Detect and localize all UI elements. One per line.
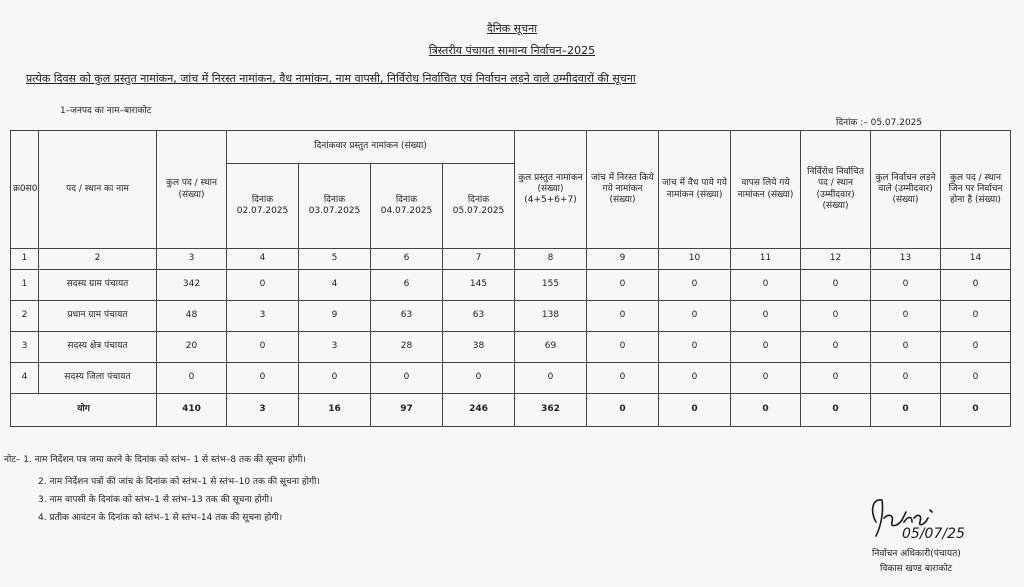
cell-contesting: 0 (871, 363, 941, 394)
col-header-day-3: दिनांक 04.07.2025 (371, 164, 443, 249)
col-number: 1 (11, 249, 39, 270)
cell-unopposed: 0 (801, 394, 871, 427)
cell-unopposed: 0 (801, 363, 871, 394)
document-subtitle: त्रिस्तरीय पंचायत सामान्य निर्वाचन–2025 (428, 44, 596, 57)
cell-posts-contest: 0 (941, 332, 1011, 363)
cell-total-posts: 0 (157, 363, 227, 394)
table-row (11, 332, 1011, 363)
col-header-contesting: कुल निर्वाचन लड़ने वाले (उम्मीदवार) (संख्या) (871, 131, 941, 249)
table-row (11, 270, 1011, 301)
cell-total-nominations: 155 (515, 270, 587, 301)
cell-total-nominations: 0 (515, 363, 587, 394)
cell-valid: 0 (659, 394, 731, 427)
handwritten-signature (862, 492, 982, 544)
cell-withdrawn: 0 (731, 301, 801, 332)
cell-contesting: 0 (871, 301, 941, 332)
cell-valid: 0 (659, 363, 731, 394)
report-date: दिनांक :– 05.07.2025 (836, 118, 923, 128)
cell-day-1: 0 (227, 270, 299, 301)
col-number: 2 (39, 249, 157, 270)
col-header-sno: क्र0स0 (11, 131, 39, 249)
cell-withdrawn: 0 (731, 394, 801, 427)
nomination-table (10, 130, 1011, 427)
cell-day-4: 0 (443, 363, 515, 394)
cell-day-4: 145 (443, 270, 515, 301)
cell-valid: 0 (659, 270, 731, 301)
signatory-designation: निर्वाचन अधिकारी(पंचायत) (872, 549, 961, 559)
cell-unopposed: 0 (801, 332, 871, 363)
cell-posts-contest: 0 (941, 270, 1011, 301)
col-number: 6 (371, 249, 443, 270)
cell-withdrawn: 0 (731, 332, 801, 363)
cell-posts-contest: 0 (941, 301, 1011, 332)
cell-rejected: 0 (587, 332, 659, 363)
cell-post: प्रधान ग्राम पंचायत (39, 301, 157, 332)
cell-day-3: 63 (371, 301, 443, 332)
cell-withdrawn: 0 (731, 270, 801, 301)
cell-day-1: 3 (227, 394, 299, 427)
col-header-daywise: दिनांकवार प्रस्तुत नामांकन (संख्या) (227, 131, 515, 164)
cell-sno: 4 (11, 363, 39, 394)
cell-rejected: 0 (587, 301, 659, 332)
document-title: दैनिक सूचना (486, 22, 538, 35)
col-number: 10 (659, 249, 731, 270)
note-item: 3. नाम वापसी के दिनांक को स्तंभ–1 से स्तंभ–13 तक की सूचना होगी। (38, 495, 273, 505)
cell-post: सदस्य ग्राम पंचायत (39, 270, 157, 301)
cell-day-4: 63 (443, 301, 515, 332)
total-row (11, 394, 1011, 427)
cell-rejected: 0 (587, 270, 659, 301)
cell-day-2: 4 (299, 270, 371, 301)
col-number: 13 (871, 249, 941, 270)
svg-text:05/07/25: 05/07/25 (902, 526, 965, 542)
column-number-row (11, 249, 1011, 270)
cell-day-2: 16 (299, 394, 371, 427)
cell-unopposed: 0 (801, 301, 871, 332)
col-header-day-4: दिनांक 05.07.2025 (443, 164, 515, 249)
cell-contesting: 0 (871, 332, 941, 363)
cell-day-4: 246 (443, 394, 515, 427)
col-header-total-posts: कुल पद / स्थान (संख्या) (157, 131, 227, 249)
col-number: 9 (587, 249, 659, 270)
note-item: नोट– 1. नाम निर्देशन पत्र जमा करने के दिनांक को स्तंभ– 1 से स्तंभ–8 तक की सूचना होगी। (4, 455, 306, 465)
cell-sno: 1 (11, 270, 39, 301)
col-header-rejected: जांच में निरस्त किये गये नामांकन (संख्या) (587, 131, 659, 249)
cell-day-3: 0 (371, 363, 443, 394)
cell-day-2: 9 (299, 301, 371, 332)
col-number: 14 (941, 249, 1011, 270)
col-number: 3 (157, 249, 227, 270)
block-name: 1–जनपद का नाम–बाराकोट (60, 106, 152, 116)
col-header-unopposed: निर्विरोध निर्वाचित पद / स्थान (उम्मीदवार) (संख्या) (801, 131, 871, 249)
col-header-day-2: दिनांक 03.07.2025 (299, 164, 371, 249)
col-header-day-1: दिनांक 02.07.2025 (227, 164, 299, 249)
cell-total-posts: 48 (157, 301, 227, 332)
cell-posts-contest: 0 (941, 394, 1011, 427)
cell-contesting: 0 (871, 270, 941, 301)
note-item: 2. नाम निर्देशन पत्रों की जांच के दिनांक को स्तंभ–1 से स्तंभ–10 तक की सूचना होगी। (38, 477, 320, 487)
cell-sno: 3 (11, 332, 39, 363)
cell-withdrawn: 0 (731, 363, 801, 394)
cell-rejected: 0 (587, 394, 659, 427)
cell-total-nominations: 138 (515, 301, 587, 332)
table-row (11, 301, 1011, 332)
cell-valid: 0 (659, 301, 731, 332)
col-number: 4 (227, 249, 299, 270)
table-row (11, 363, 1011, 394)
cell-total-posts: 20 (157, 332, 227, 363)
total-label: योग (11, 394, 157, 427)
cell-day-1: 0 (227, 363, 299, 394)
cell-total-nominations: 69 (515, 332, 587, 363)
cell-day-1: 3 (227, 301, 299, 332)
cell-total-nominations: 362 (515, 394, 587, 427)
col-number: 11 (731, 249, 801, 270)
col-header-post: पद / स्थान का नाम (39, 131, 157, 249)
cell-day-3: 6 (371, 270, 443, 301)
col-header-posts-contest: कुल पद / स्थान जिन पर निर्वाचन होना है (संख्या) (941, 131, 1011, 249)
cell-rejected: 0 (587, 363, 659, 394)
document-description: प्रत्येक दिवस को कुल प्रस्तुत नामांकन, जांच में निरस्त नामांकन, वैध नामांकन, नाम वापसी, निर्विरोध निर्वाचित एवं निर्वाचन लड़ने वाले उम्मीदवारों की सूचना (26, 72, 636, 85)
cell-total-posts: 342 (157, 270, 227, 301)
cell-day-3: 97 (371, 394, 443, 427)
cell-day-2: 3 (299, 332, 371, 363)
cell-day-1: 0 (227, 332, 299, 363)
cell-sno: 2 (11, 301, 39, 332)
col-header-total-nominations: कुल प्रस्तुत नामांकन (संख्या) (4+5+6+7) (515, 131, 587, 249)
col-header-withdrawn: वापस लिये गये नामांकन (संख्या) (731, 131, 801, 249)
cell-post: सदस्य क्षेत्र पंचायत (39, 332, 157, 363)
col-number: 12 (801, 249, 871, 270)
cell-day-3: 28 (371, 332, 443, 363)
signatory-office: विकास खण्ड बाराकोट (880, 564, 953, 574)
cell-contesting: 0 (871, 394, 941, 427)
col-number: 7 (443, 249, 515, 270)
cell-day-2: 0 (299, 363, 371, 394)
cell-posts-contest: 0 (941, 363, 1011, 394)
note-item: 4. प्रतीक आवंटन के दिनांक को स्तंभ–1 से स्तंभ–14 तक की सूचना होगी। (38, 513, 283, 523)
cell-valid: 0 (659, 332, 731, 363)
col-number: 8 (515, 249, 587, 270)
col-number: 5 (299, 249, 371, 270)
cell-post: सदस्य जिला पंचायत (39, 363, 157, 394)
cell-unopposed: 0 (801, 270, 871, 301)
cell-total-posts: 410 (157, 394, 227, 427)
cell-day-4: 38 (443, 332, 515, 363)
col-header-valid: जांच में वैध पाये गये नामांकन (संख्या) (659, 131, 731, 249)
